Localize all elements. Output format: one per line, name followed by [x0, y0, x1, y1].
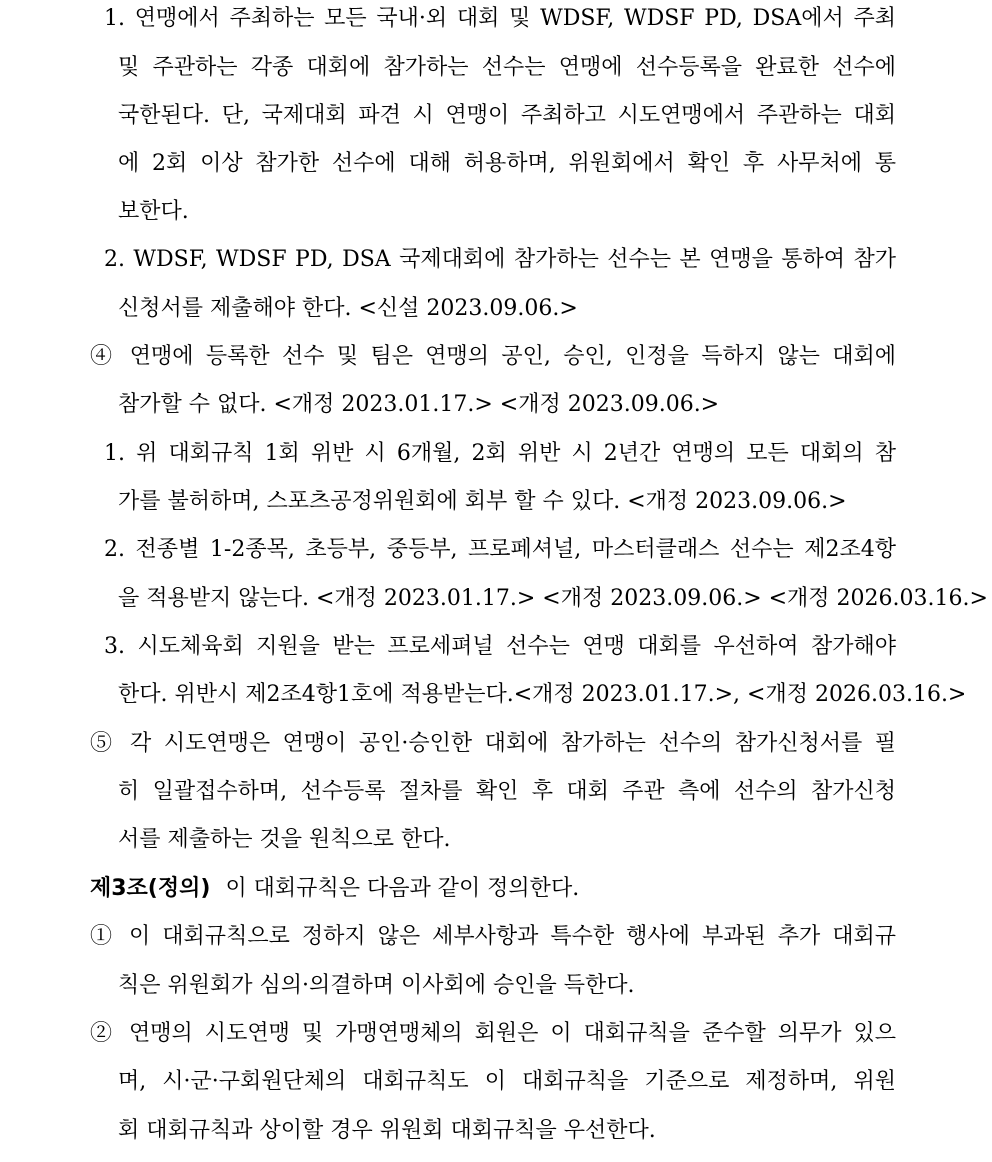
- text-line: 신청서를 제출해야 한다. <신설 2023.09.06.>: [118, 296, 578, 321]
- article-heading: [90, 874, 579, 904]
- text-line: 회 대회규칙과 상이할 경우 위원회 대회규칙을 우선한다.: [118, 1118, 656, 1143]
- text-line: 을 적용받지 않는다. <개정 2023.01.17.> <개정 2023.09.06.> <개정 2026.03.16.>: [118, 586, 988, 611]
- article-title: 제3조(정의): [90, 876, 211, 901]
- text-line: ④ 연맹에 등록한 선수 및 팀은 연맹의 공인, 승인, 인정을 득하지 않는 대회에: [90, 344, 896, 369]
- text-line: 가를 불허하며, 스포츠공정위원회에 회부 할 수 있다. <개정 2023.09.06.>: [118, 489, 847, 514]
- text-line: 며, 시·군·구회원단체의 대회규칙도 이 대회규칙을 기준으로 제정하며, 위원: [118, 1069, 896, 1094]
- text-line: 에 2회 이상 참가한 선수에 대해 허용하며, 위원회에서 확인 후 사무처에 통: [118, 151, 896, 176]
- text-line: 국한된다. 단, 국제대회 파견 시 연맹이 주최하고 시도연맹에서 주관하는 대회: [118, 103, 896, 128]
- text-line: 서를 제출하는 것을 원칙으로 한다.: [118, 827, 451, 852]
- text-line: 칙은 위원회가 심의·의결하며 이사회에 승인을 득한다.: [118, 973, 635, 998]
- text-line: 1. 연맹에서 주최하는 모든 국내·외 대회 및 WDSF, WDSF PD, DSA에서 주최: [104, 6, 896, 31]
- text-line: ⑤ 각 시도연맹은 연맹이 공인·승인한 대회에 참가하는 선수의 참가신청서를 필: [90, 731, 896, 756]
- text-line: 1. 위 대회규칙 1회 위반 시 6개월, 2회 위반 시 2년간 연맹의 모든 대회의 참: [104, 441, 896, 466]
- text-line: 한다. 위반시 제2조4항1호에 적용받는다.<개정 2023.01.17.>, <개정 2026.03.16.>: [118, 682, 967, 707]
- text-line: 2. WDSF, WDSF PD, DSA 국제대회에 참가하는 선수는 본 연맹을 통하여 참가: [104, 247, 896, 272]
- text-line: 3. 시도체육회 지원을 받는 프로세펴널 선수는 연맹 대회를 우선하여 참가해야: [104, 634, 896, 659]
- text-line: 히 일괄접수하며, 선수등록 절차를 확인 후 대회 주관 측에 선수의 참가신청: [118, 779, 896, 804]
- article-text: 이 대회규칙은 다음과 같이 정의한다.: [225, 876, 580, 901]
- text-line: 2. 전종별 1-2종목, 초등부, 중등부, 프로페셔널, 마스터클래스 선수는 제2조4항: [104, 537, 896, 562]
- text-line: ① 이 대회규칙으로 정하지 않은 세부사항과 특수한 행사에 부과된 추가 대회규: [90, 924, 896, 949]
- text-line: ② 연맹의 시도연맹 및 가맹연맹체의 회원은 이 대회규칙을 준수할 의무가 있으: [90, 1021, 896, 1046]
- text-line: 참가할 수 없다. <개정 2023.01.17.> <개정 2023.09.06.>: [118, 392, 720, 417]
- text-line: 및 주관하는 각종 대회에 참가하는 선수는 연맹에 선수등록을 완료한 선수에: [118, 55, 896, 80]
- text-line: 보한다.: [118, 199, 189, 224]
